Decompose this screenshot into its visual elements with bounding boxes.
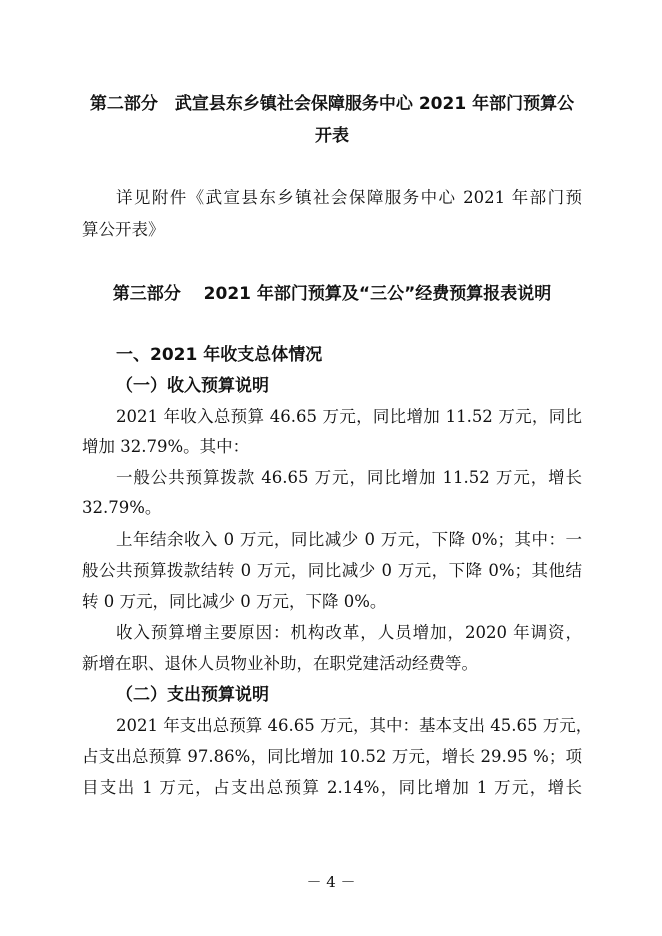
income-p4-line1: 收入预算增主要原因：机构改革，人员增加，2020 年调资， — [116, 623, 582, 642]
section1-heading: 一、2021 年收支总体情况 — [116, 345, 323, 365]
part2-paragraph-line2: 算公开表》 — [82, 220, 165, 239]
income-p2-line1: 一般公共预算拨款 46.65 万元，同比增加 11.52 万元，增长 — [116, 468, 582, 487]
expense-p1-line2: 占支出总预算 97.86%，同比增加 10.52 万元，增长 29.95 %；项 — [82, 747, 582, 766]
income-p4-line2: 新增在职、退休人员物业补助，在职党建活动经费等。 — [82, 654, 478, 673]
income-p3-line2: 般公共预算拨款结转 0 万元，同比减少 0 万元，下降 0%；其他结 — [82, 561, 582, 580]
income-p1-line2: 增加 32.79%。其中： — [82, 437, 250, 456]
part2-title-line2: 开表 — [315, 126, 349, 146]
expense-p1-line1: 2021 年支出总预算 46.65 万元，其中：基本支出 45.65 万元， — [116, 716, 593, 735]
income-p2-line2: 32.79%。 — [82, 498, 162, 517]
page-number: － 4 － — [306, 873, 356, 891]
part2-paragraph-line1: 详见附件《武宣县东乡镇社会保障服务中心 2021 年部门预 — [116, 188, 582, 207]
part3-title: 第三部分 2021 年部门预算及“三公”经费预算报表说明 — [112, 284, 552, 304]
income-p3-line1: 上年结余收入 0 万元，同比减少 0 万元，下降 0%；其中：一 — [116, 530, 582, 549]
expense-p1-line3: 目支出 1 万元，占支出总预算 2.14%，同比增加 1 万元，增长 — [82, 778, 582, 797]
income-p1-line1: 2021 年收入总预算 46.65 万元，同比增加 11.52 万元，同比 — [116, 407, 582, 426]
part2-title-line1: 第二部分 武宣县东乡镇社会保障服务中心 2021 年部门预算公 — [89, 94, 575, 114]
expense-heading: （二）支出预算说明 — [116, 685, 269, 705]
income-heading: （一）收入预算说明 — [116, 376, 269, 396]
income-p3-line3: 转 0 万元，同比减少 0 万元，下降 0%。 — [82, 592, 387, 611]
